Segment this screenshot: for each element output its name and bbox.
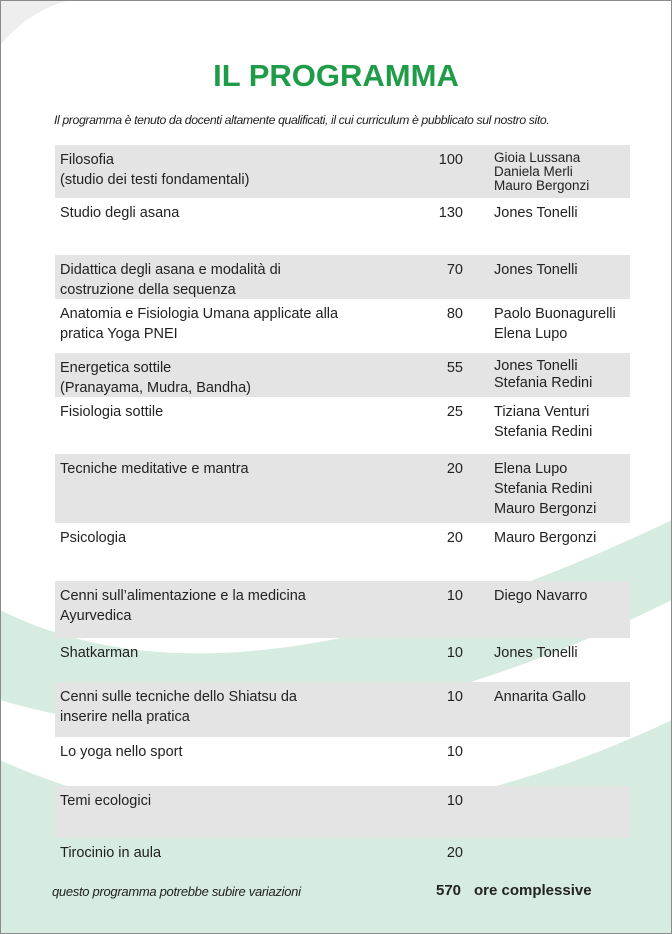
hours-cell: 10 <box>446 744 463 760</box>
subject-cell: Energetica sottile (Pranayama, Mudra, Bandha) <box>60 360 252 396</box>
teacher-cell: Elena Lupo Stefania Redini Mauro Bergonzi <box>494 461 597 517</box>
hours-cell: 130 <box>438 205 463 221</box>
teacher-cell: Mauro Bergonzi <box>494 530 597 546</box>
table-row <box>55 454 630 523</box>
total-hours-label: ore complessive <box>474 882 592 899</box>
teacher-cell: Jones Tonelli Stefania Redini <box>494 358 593 391</box>
hours-cell: 25 <box>446 404 463 420</box>
subject-cell: Temi ecologici <box>60 793 152 809</box>
teacher-cell: Jones Tonelli <box>494 645 578 661</box>
subject-cell: Anatomia e Fisiologia Umana applicate alla pratica Yoga PNEI <box>60 306 339 342</box>
hours-cell: 20 <box>446 461 463 477</box>
subject-cell: Filosofia (studio dei testi fondamentali) <box>60 152 250 188</box>
table-row <box>55 353 630 397</box>
teacher-cell: Diego Navarro <box>494 588 588 604</box>
teacher-cell: Paolo Buonagurelli Elena Lupo <box>494 306 616 342</box>
teacher-cell: Jones Tonelli <box>494 262 578 278</box>
hours-cell: 80 <box>446 306 463 322</box>
subject-cell: Studio degli asana <box>60 205 180 221</box>
footer-disclaimer: questo programma potrebbe subire variazioni <box>52 884 301 899</box>
page-subtitle: Il programma è tenuto da docenti altamente qualificati, il cui curriculum è pubblicato sul nostro sito. <box>54 113 550 127</box>
hours-cell: 20 <box>446 530 463 546</box>
table-row <box>55 397 630 454</box>
subject-cell: Psicologia <box>60 530 127 546</box>
table-row <box>55 838 630 878</box>
subject-cell: Shatkarman <box>60 645 139 661</box>
teacher-cell: Gioia Lussana Daniela Merli Mauro Bergonzi <box>494 150 590 193</box>
subject-cell: Cenni sull’alimentazione e la medicina Ayurvedica <box>60 588 306 624</box>
hours-cell: 10 <box>446 793 463 809</box>
teacher-cell: Jones Tonelli <box>494 205 578 221</box>
hours-cell: 10 <box>446 588 463 604</box>
table-row <box>55 682 630 737</box>
page-title: IL PROGRAMMA <box>213 58 459 93</box>
subject-cell: Fisiologia sottile <box>60 404 164 420</box>
teacher-cell: Annarita Gallo <box>494 689 586 705</box>
hours-cell: 100 <box>438 152 463 168</box>
subject-cell: Lo yoga nello sport <box>60 744 183 760</box>
teacher-cell: Tiziana Venturi Stefania Redini <box>494 404 593 440</box>
subject-cell: Cenni sulle tecniche dello Shiatsu da inserire nella pratica <box>60 689 297 725</box>
hours-cell: 70 <box>446 262 463 278</box>
hours-cell: 20 <box>446 845 463 861</box>
table-row <box>55 638 630 682</box>
program-table <box>55 145 630 878</box>
total-hours: 570 <box>436 882 462 899</box>
table-row <box>55 198 630 255</box>
subject-cell: Tirocinio in aula <box>60 845 162 861</box>
table-row <box>55 523 630 581</box>
hours-cell: 10 <box>446 645 463 661</box>
table-row <box>55 786 630 838</box>
subject-cell: Tecniche meditative e mantra <box>60 461 249 477</box>
table-row <box>55 299 630 353</box>
table-row <box>55 581 630 638</box>
subject-cell: Didattica degli asana e modalità di costruzione della sequenza <box>60 262 281 298</box>
table-row <box>55 737 630 786</box>
hours-cell: 55 <box>446 360 463 376</box>
hours-cell: 10 <box>446 689 463 705</box>
table-row <box>55 255 630 299</box>
table-row <box>55 145 630 198</box>
